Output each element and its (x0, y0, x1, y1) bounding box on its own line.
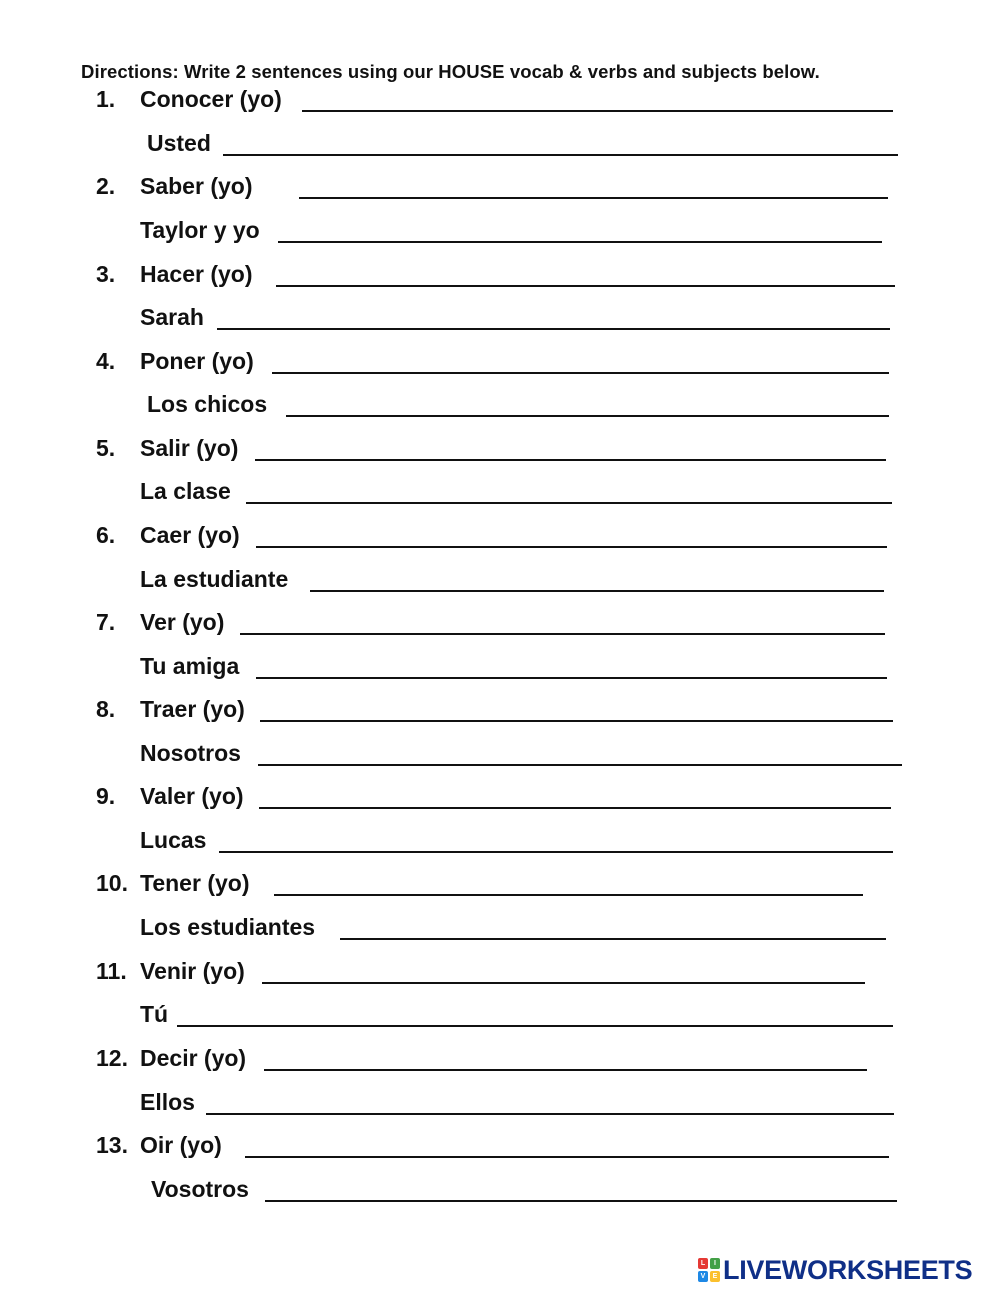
verb-label: Salir (yo) (140, 435, 239, 461)
answer-line[interactable] (206, 1113, 894, 1115)
verb-label: Conocer (yo) (140, 86, 282, 112)
verb-row (96, 954, 900, 990)
subject-row (140, 1085, 900, 1121)
subject-label: Taylor y yo (140, 217, 260, 243)
subject-label: Los chicos (147, 391, 268, 417)
verb-row (96, 518, 900, 554)
verb-row (96, 605, 900, 641)
item-number: 5. (96, 435, 116, 461)
verb-label: Ver (yo) (140, 609, 225, 635)
subject-row (140, 736, 910, 772)
verb-row (96, 344, 900, 380)
answer-line[interactable] (264, 1069, 867, 1071)
subject-label: Lucas (140, 827, 207, 853)
item-number: 13. (96, 1132, 128, 1158)
item-number: 6. (96, 522, 116, 548)
verb-label: Valer (yo) (140, 783, 244, 809)
subject-row (140, 474, 900, 510)
subject-label: La clase (140, 478, 231, 504)
answer-line[interactable] (340, 938, 886, 940)
subject-label: Usted (147, 130, 211, 156)
answer-line[interactable] (223, 154, 898, 156)
answer-line[interactable] (272, 372, 889, 374)
logo-letter-v: V (698, 1271, 708, 1282)
answer-line[interactable] (245, 1156, 889, 1158)
verb-label: Saber (yo) (140, 173, 253, 199)
answer-line[interactable] (260, 720, 893, 722)
verb-row (96, 169, 900, 205)
subject-row (140, 997, 900, 1033)
subject-row (140, 300, 900, 336)
answer-line[interactable] (246, 502, 892, 504)
subject-row (147, 387, 907, 423)
verb-row (96, 431, 900, 467)
liveworksheets-logo-icon (698, 1258, 720, 1283)
subject-label: Ellos (140, 1089, 195, 1115)
verb-label: Oir (yo) (140, 1132, 222, 1158)
verb-row (96, 1128, 900, 1164)
answer-line[interactable] (177, 1025, 893, 1027)
verb-row (96, 82, 900, 118)
answer-line[interactable] (240, 633, 885, 635)
answer-line[interactable] (262, 982, 865, 984)
subject-label: Tú (140, 1001, 169, 1027)
answer-line[interactable] (259, 807, 891, 809)
item-number: 9. (96, 783, 116, 809)
answer-line[interactable] (286, 415, 889, 417)
verb-row (96, 257, 900, 293)
verb-row (96, 866, 900, 902)
answer-line[interactable] (255, 459, 886, 461)
verb-row (96, 779, 900, 815)
subject-row (140, 823, 900, 859)
verb-label: Decir (yo) (140, 1045, 247, 1071)
answer-line[interactable] (258, 764, 902, 766)
item-number: 11. (96, 958, 127, 984)
item-number: 12. (96, 1045, 128, 1071)
logo-letter-i: I (710, 1258, 720, 1269)
answer-line[interactable] (265, 1200, 897, 1202)
answer-line[interactable] (274, 894, 863, 896)
logo-letter-e: E (710, 1271, 720, 1282)
answer-line[interactable] (302, 110, 893, 112)
answer-line[interactable] (219, 851, 893, 853)
answer-line[interactable] (278, 241, 882, 243)
item-number: 8. (96, 696, 116, 722)
directions-text: Directions: Write 2 sentences using our HOUSE vocab & verbs and subjects below. (81, 61, 820, 82)
item-number: 2. (96, 173, 116, 199)
logo-letter-l: L (698, 1258, 708, 1269)
item-number: 3. (96, 261, 116, 287)
verb-row (96, 692, 900, 728)
answer-line[interactable] (217, 328, 890, 330)
subject-label: Sarah (140, 304, 204, 330)
verb-label: Venir (yo) (140, 958, 245, 984)
verb-row (96, 1041, 900, 1077)
item-number: 1. (96, 86, 116, 112)
item-number: 7. (96, 609, 116, 635)
subject-label: Vosotros (151, 1176, 249, 1202)
subject-label: Tu amiga (140, 653, 240, 679)
answer-line[interactable] (299, 197, 888, 199)
liveworksheets-logo (698, 1255, 972, 1285)
subject-label: Los estudiantes (140, 914, 316, 940)
subject-row (147, 126, 907, 162)
answer-line[interactable] (310, 590, 884, 592)
item-number: 4. (96, 348, 116, 374)
answer-line[interactable] (256, 546, 887, 548)
verb-label: Tener (yo) (140, 870, 250, 896)
brand-name: LIVEWORKSHEETS (723, 1255, 973, 1285)
subject-row (140, 562, 900, 598)
subject-row (151, 1172, 911, 1208)
subject-row (140, 213, 900, 249)
answer-line[interactable] (276, 285, 895, 287)
verb-label: Caer (yo) (140, 522, 240, 548)
verb-label: Hacer (yo) (140, 261, 253, 287)
verb-label: Poner (yo) (140, 348, 254, 374)
subject-label: La estudiante (140, 566, 289, 592)
subject-label: Nosotros (140, 740, 241, 766)
subject-row (140, 649, 900, 685)
item-number: 10. (96, 870, 128, 896)
subject-row (140, 910, 900, 946)
answer-line[interactable] (256, 677, 887, 679)
verb-label: Traer (yo) (140, 696, 245, 722)
